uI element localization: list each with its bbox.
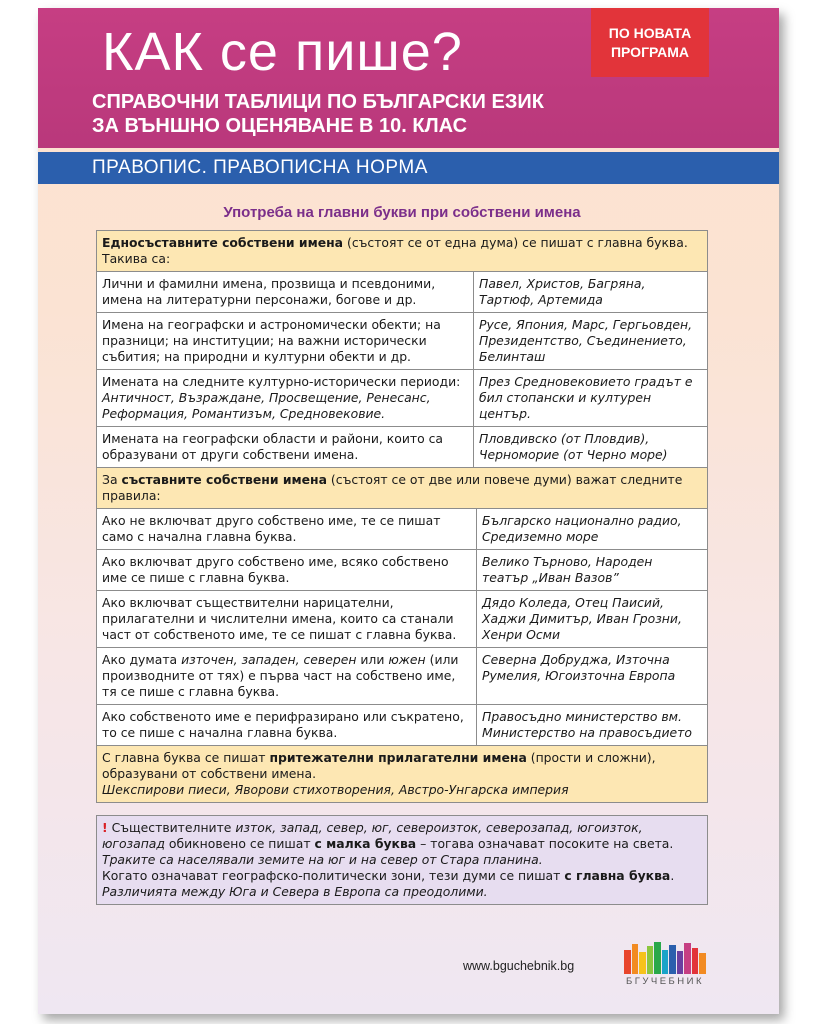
table-row (96, 705, 708, 746)
subtitle-line-1: СПРАВОЧНИ ТАБЛИЦИ ПО БЪЛГАРСКИ ЕЗИК (92, 91, 544, 113)
intro-simple-names (96, 230, 708, 272)
possessive-rest: (прости и сложни), образувани от собствени имена. (102, 750, 656, 781)
intro-compound-rest: (състоят се от две или повече думи) важат следните правила: (102, 472, 683, 503)
example-cell: Правосъдно министерство вм. Министерство на правосъдието (482, 709, 692, 740)
rule-pre: Ако думата (102, 652, 182, 667)
table-title: Употреба на главни букви при собствени имена (223, 204, 581, 221)
directions-line1-b: обикновено се пишат (164, 836, 315, 851)
rule-post: (или производните от тях) е първа част на собствено име, тя се пише с главна буква. (102, 652, 459, 699)
table-row (96, 648, 708, 705)
example-cell: Дядо Коледа, Отец Паисий, Хаджи Димитър, Иван Грозни, Хенри Осми (482, 595, 682, 642)
directions-line1-a: Съществителните (107, 820, 236, 835)
header-banner (38, 8, 779, 148)
example-cell: Пловдивско (от Пловдив), Черноморие (от Черно море) (479, 431, 668, 462)
example-cell: Русе, Япония, Марс, Гергьовден, Президентство, Съединението, Белинташ (479, 317, 693, 364)
section-title: ПРАВОПИС. ПРАВОПИСНА НОРМА (38, 152, 779, 184)
rule-cell: Лични и фамилни имена, прозвища и псевдоними, имена на литературни персонажи, богове и др. (97, 272, 474, 312)
rules-table (96, 230, 708, 905)
rule-cell: Ако включват друго собствено име, всяко собствено име се пише с главна буква. (97, 550, 477, 590)
directions-line1-italic: изток, запад, север, юг, североизток, северозапад, югоизток, югозапад (102, 820, 643, 851)
table-row (96, 509, 708, 550)
intro-simple-rest: (състоят се от една дума) се пишат с главна буква. Такива са: (102, 235, 688, 266)
directions-example-1: Траките са населявали земите на юг и на север от Стара планина. (102, 852, 543, 867)
table-row (96, 313, 708, 370)
directions-line1-bold: с малка буква (314, 836, 417, 851)
rule-cell: Имената на географски области и райони, които са образувани от други собствени имена. (97, 427, 474, 467)
possessive-pre: С главна буква се пишат (102, 750, 270, 765)
subtitle (92, 90, 544, 138)
intro-compound-pre: За (102, 472, 122, 487)
rule-italic: Античност, Възраждане, Просвещение, Ренесанс, Реформация, Романтизъм, Средновековие. (102, 390, 431, 421)
books-logo-icon (622, 938, 708, 976)
publisher-url[interactable]: www.bguchebnik.bg (463, 959, 575, 973)
rule-italic: източен, западен, северен (181, 652, 357, 667)
example-cell: Българско национално радио, Средиземно море (482, 513, 682, 544)
directions-line2-b: . (670, 868, 675, 883)
table-row (96, 370, 708, 427)
table-row (96, 550, 708, 591)
directions-line1-c: – тогава означават посоките на света. (416, 836, 674, 851)
directions-line-2 (102, 868, 702, 884)
rule-mid: или (356, 652, 389, 667)
possessive-example: Шекспирови пиеси, Яворови стихотворения, Австро-Унгарска империя (102, 782, 569, 797)
example-cell: През Средновековието градът е бил стопански и културен център. (479, 374, 693, 421)
subtitle-line-2: ЗА ВЪНШНО ОЦЕНЯВАНЕ В 10. КЛАС (92, 115, 468, 137)
example-cell: Павел, Христов, Багряна, Тартюф, Артемида (479, 276, 646, 307)
table-row (96, 272, 708, 313)
new-program-badge (591, 8, 709, 77)
poster-card (38, 8, 779, 1014)
table-row (96, 427, 708, 468)
directions-line2-a: Когато означават географско-политически зони, тези думи се пишат (102, 868, 565, 883)
directions-line2-bold: с главна буква (564, 868, 671, 883)
rule-cell (97, 370, 474, 426)
rule-cell: Имена на географски и астрономически обекти; на празници; на институции; на важни исторически събития; на природни и културни обекти и др. (97, 313, 474, 369)
badge-line-1: ПО НОВАТА (608, 24, 692, 41)
rule-cell: Ако собственото име е перифразирано или съкратено, то се пише с начална главна буква. (97, 705, 477, 745)
rule-cell: Ако включват съществителни нарицателни, прилагателни и числителни имена, които са станали част от собственото име, те се пишат с главна буква. (97, 591, 477, 647)
intro-compound-names (96, 468, 708, 509)
directions-example-2: Различията между Юга и Севера в Европа са преодолими. (102, 884, 488, 899)
note-possessive (96, 746, 708, 803)
rule-italic-2: южен (388, 652, 426, 667)
note-directions (96, 815, 708, 905)
intro-compound-bold: съставните собствени имена (121, 472, 327, 487)
badge-line-2: ПРОГРАМА (610, 43, 690, 60)
main-title: КАК се пише? (102, 22, 463, 82)
intro-simple-bold: Едносъставните собствени имена (102, 235, 344, 250)
rule-cell: Ако не включват друго собствено име, те се пишат само с начална главна буква. (97, 509, 477, 549)
table-row (96, 591, 708, 648)
rule-plain: Имената на следните културно-исторически периоди: (102, 374, 461, 389)
exclamation-icon: ! (102, 820, 108, 835)
rule-cell (97, 648, 477, 704)
example-cell: Северна Добруджа, Източна Румелия, Югоизточна Европа (482, 652, 676, 683)
publisher-logo (618, 938, 712, 990)
possessive-bold: притежателни прилагателни имена (269, 750, 527, 765)
example-cell: Велико Търново, Народен театър „Иван Вазов” (482, 554, 653, 585)
logo-text: БГУЧЕБНИК (625, 976, 705, 987)
